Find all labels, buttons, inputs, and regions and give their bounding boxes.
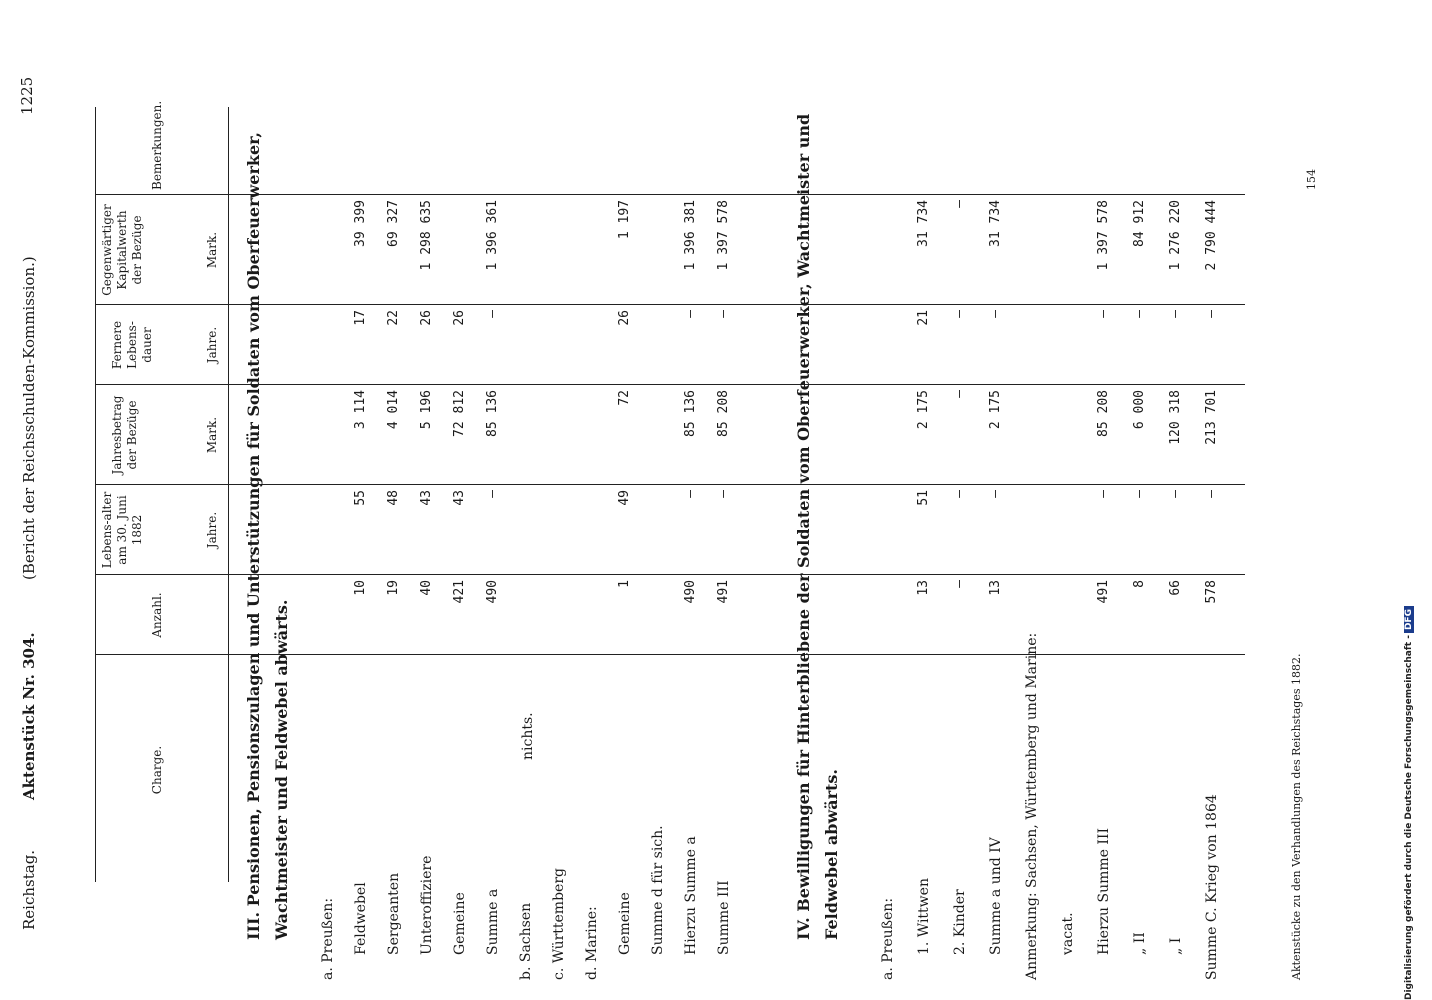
cell-anzahl: 19 <box>386 580 401 596</box>
cell-betrag: 213 701 <box>1204 390 1219 445</box>
cell-anzahl: 490 <box>485 580 500 604</box>
cell-dauer: — <box>1204 310 1219 318</box>
row-label: „ I <box>1168 937 1184 955</box>
cell-betrag: 85 208 <box>716 390 731 437</box>
cell-dauer: — <box>1096 310 1111 318</box>
cell-dauer: — <box>485 310 500 318</box>
row-label: Gemeine <box>452 892 468 955</box>
col-alter-unit: Jahre. <box>205 511 219 549</box>
row-label: Hierzu Summe III <box>1096 828 1112 955</box>
section3-heading: III. Pensionen, Pensionszulagen und Unterstützungen für Soldaten vom Oberfeuerwerker, Wachtmeister und Feldwebel abwärts. <box>244 132 291 940</box>
row-label: Summe d für sich. <box>650 825 666 955</box>
cell-betrag: 3 114 <box>353 390 368 430</box>
cell-dauer: — <box>988 310 1003 318</box>
row-label: a. Preußen: <box>880 897 896 980</box>
cell-betrag: 72 812 <box>452 390 467 437</box>
cell-kapital: 39 399 <box>353 200 368 247</box>
header-subtitle: (Bericht der Reichsschulden-Kommission.) <box>20 256 38 580</box>
cell-kapital: 31 734 <box>988 200 1003 247</box>
cell-betrag: 2 175 <box>916 390 931 430</box>
row-label: a. Preußen: <box>320 897 336 980</box>
cell-dauer: 21 <box>916 310 931 326</box>
credit-strip <box>1404 0 1424 1000</box>
cell-kapital: 1 396 381 <box>683 200 698 271</box>
cell-dauer: 26 <box>452 310 467 326</box>
cell-alter: — <box>988 490 1003 498</box>
cell-kapital: 69 327 <box>386 200 401 247</box>
cell-kapital: 1 197 <box>617 200 632 240</box>
col-charge: Charge. <box>150 745 164 795</box>
cell-alter: 48 <box>386 490 401 506</box>
cell-dauer: 26 <box>419 310 434 326</box>
cell-dauer: — <box>716 310 731 318</box>
row-label: Hierzu Summe a <box>683 836 699 955</box>
cell-anzahl: 66 <box>1168 580 1183 596</box>
cell-anzahl: 10 <box>353 580 368 596</box>
footer-page-mark: 154 <box>1305 169 1318 190</box>
cell-alter: 43 <box>419 490 434 506</box>
cell-kapital: 1 397 578 <box>716 200 731 271</box>
cell-anzahl: 40 <box>419 580 434 596</box>
cell-alter: — <box>1096 490 1111 498</box>
cell-alter: — <box>485 490 500 498</box>
dfg-logo: DFG <box>1404 606 1414 633</box>
col-kapital: Gegenwärtiger Kapitalwerth der Bezüge <box>100 204 144 296</box>
cell-betrag: 85 136 <box>683 390 698 437</box>
row-label: d. Marine: <box>584 906 600 980</box>
cell-alter: — <box>716 490 731 498</box>
row-label: Summe a und IV <box>988 837 1004 955</box>
row-label: „ II <box>1132 932 1148 955</box>
row-label: Sergeanten <box>386 872 402 955</box>
cell-anzahl: 421 <box>452 580 467 604</box>
col-betrag: Jahresbetrag der Bezüge <box>110 395 139 475</box>
cell-kapital: — <box>952 200 967 208</box>
cell-betrag: 120 318 <box>1168 390 1183 445</box>
cell-betrag: 5 196 <box>419 390 434 430</box>
cell-alter: — <box>1168 490 1183 498</box>
cell-alter: 43 <box>452 490 467 506</box>
row-label: Unteroffiziere <box>419 855 435 955</box>
row-label: Gemeine <box>617 892 633 955</box>
cell-dauer: 22 <box>386 310 401 326</box>
cell-betrag: 2 175 <box>988 390 1003 430</box>
cell-anzahl: 491 <box>716 580 731 604</box>
cell-kapital: 31 734 <box>916 200 931 247</box>
footer-left: Aktenstücke zu den Verhandlungen des Reichstages 1882. <box>1290 653 1303 980</box>
cell-dauer: — <box>1168 310 1183 318</box>
col-dauer: Fernere Lebens-dauer <box>110 320 154 370</box>
cell-alter: 49 <box>617 490 632 506</box>
cell-betrag: 72 <box>617 390 632 406</box>
cell-kapital: 1 396 361 <box>485 200 500 271</box>
cell-dauer: 17 <box>353 310 368 326</box>
cell-dauer: 26 <box>617 310 632 326</box>
row-label: Anmerkung: Sachsen, Württemberg und Marine: <box>1024 632 1040 980</box>
cell-kapital: 84 912 <box>1132 200 1147 247</box>
cell-anzahl: 13 <box>988 580 1003 596</box>
cell-alter: 51 <box>916 490 931 506</box>
nichts-note: nichts. <box>520 712 536 760</box>
table-top-rule <box>95 107 96 882</box>
row-label: b. Sachsen <box>518 902 534 980</box>
cell-kapital: 1 397 578 <box>1096 200 1111 271</box>
row-label: vacat. <box>1060 912 1076 955</box>
col-alter: Lebens-alter am 30. Juni 1882 <box>100 491 144 569</box>
cell-anzahl: 491 <box>1096 580 1111 604</box>
credit-text: Digitalisierung gefördert durch die Deutsche Forschungsgemeinschaft - <box>1404 635 1414 1000</box>
row-label: Summe C. Krieg von 1864 <box>1204 794 1220 980</box>
row-label: c. Württemberg <box>551 868 567 980</box>
col-kapital-unit: Mark. <box>205 231 219 269</box>
row-label: Feldwebel <box>353 882 369 955</box>
col-dauer-unit: Jahre. <box>205 326 219 364</box>
cell-dauer: — <box>1132 310 1147 318</box>
row-label: 2. Kinder <box>952 889 968 955</box>
row-label: Summe a <box>485 888 501 955</box>
cell-anzahl: 13 <box>916 580 931 596</box>
cell-anzahl: 578 <box>1204 580 1219 604</box>
cell-kapital: 1 298 635 <box>419 200 434 271</box>
cell-betrag: 85 136 <box>485 390 500 437</box>
cell-betrag: 4 014 <box>386 390 401 430</box>
cell-dauer: — <box>952 310 967 318</box>
cell-alter: 55 <box>353 490 368 506</box>
page-number: 1225 <box>18 76 36 115</box>
col-betrag-unit: Mark. <box>205 416 219 454</box>
header-title: Aktenstück Nr. 304. <box>20 632 38 800</box>
cell-alter: — <box>1204 490 1219 498</box>
cell-alter: — <box>952 490 967 498</box>
row-label: Summe III <box>716 880 732 955</box>
cell-alter: — <box>1132 490 1147 498</box>
cell-anzahl: 8 <box>1132 580 1147 588</box>
col-anzahl: Anzahl. <box>150 592 164 638</box>
cell-betrag: 85 208 <box>1096 390 1111 437</box>
cell-betrag: 6 000 <box>1132 390 1147 430</box>
cell-kapital: 2 790 444 <box>1204 200 1219 271</box>
cell-kapital: 1 276 220 <box>1168 200 1183 271</box>
cell-dauer: — <box>683 310 698 318</box>
section4-heading: IV. Bewilligungen für Hinterbliebene der Soldaten vom Oberfeuerwerker, Wachtmeister und Feldwebel abwärts. <box>794 113 841 940</box>
cell-betrag: — <box>952 390 967 398</box>
cell-anzahl: 490 <box>683 580 698 604</box>
cell-alter: — <box>683 490 698 498</box>
col-bemerkungen: Bemerkungen. <box>150 100 164 190</box>
header-left: Reichstag. <box>20 849 38 930</box>
cell-anzahl: — <box>952 580 967 588</box>
row-label: 1. Wittwen <box>916 878 932 955</box>
cell-anzahl: 1 <box>617 580 632 588</box>
header-bottom-rule <box>228 107 229 882</box>
